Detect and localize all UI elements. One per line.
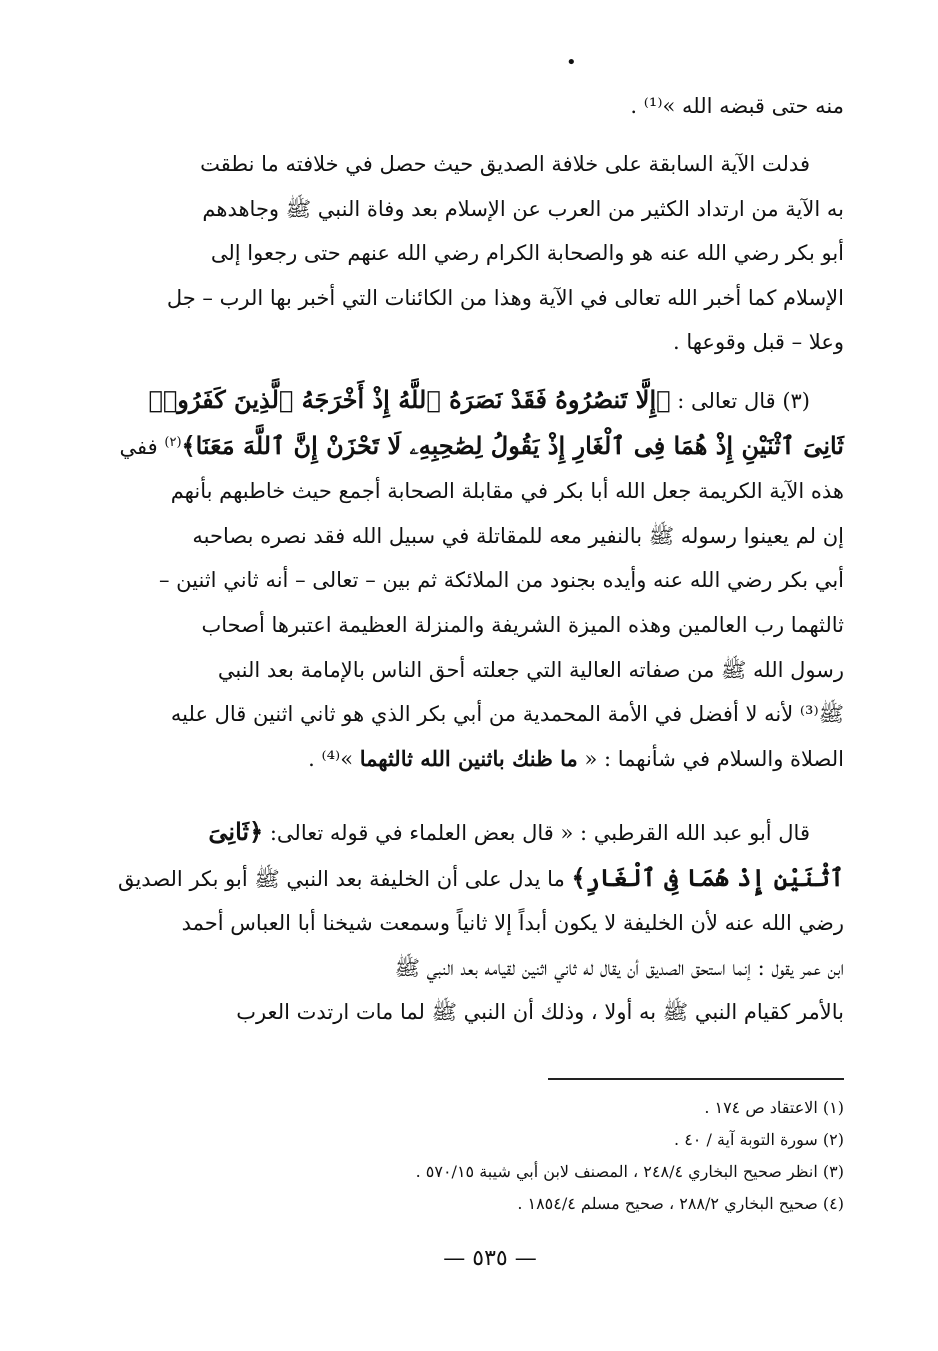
p2-line-8: ﷺ⁽³⁾ لأنه لا أفضل في الأمة المحمدية من أبي بكر الذي هو ثاني اثنين قال عليه	[170, 702, 844, 727]
top-line	[140, 84, 844, 129]
p2-line-2	[119, 424, 844, 470]
page-number: — ٥٣٥ —	[443, 1246, 537, 1271]
p2-last-end: »⁽⁴⁾ .	[308, 746, 354, 771]
p2-line-6: ثالثهما رب العالمين وهذه الميزة الشريفة والمنزلة العظيمة اعتبرها أصحاب	[201, 612, 844, 637]
footnote-2: (٢) سورة التوبة آية / ٤٠ .	[674, 1130, 844, 1149]
footnote-ref-2: (٢)	[164, 434, 182, 450]
paragraph-3	[117, 810, 844, 1035]
page-mark: •	[566, 52, 577, 73]
hadith-quote: ما ظنك باثنين الله ثالثهما	[359, 745, 578, 771]
p2-line-7: رسول الله ﷺ من صفاته العالية التي جعلته أحق الناس بالإمامة بعد النبي	[217, 657, 844, 682]
p2-line-9	[140, 737, 844, 782]
p1-line-5: وعلا – قبل وقوعها .	[673, 330, 844, 355]
p2-line-1	[140, 378, 844, 424]
quran-verse-line-2: ثَانِىَ ٱثْنَيْنِ إِذْ هُمَا فِى ٱلْغَارِ إِذْ يَقُولُ لِصَٰحِبِهِۦ لَا تَحْزَنْ إِنَّ ٱللَّهَ مَعَنَا﴾	[181, 430, 844, 460]
paragraph-2	[119, 378, 844, 781]
p3-line-1-text: قال أبو عبد الله القرطبي : « قال بعض العلماء في قوله تعالى:	[269, 821, 810, 845]
footnote-1: (١) الاعتقاد ص ١٧٤ .	[704, 1098, 844, 1117]
p2-intro: (٣) قال تعالى :	[677, 389, 810, 413]
p3-line-2-text: ما يدل على أن الخليفة بعد النبي ﷺ أبو بكر الصديق	[117, 866, 565, 891]
quran-verse-short-2: ٱثْنَيْنِ إِذْ هُمَا فِى ٱلْغَارِ﴾	[571, 862, 844, 892]
p3-line-4: ابن عمر يقول : إنما استحق الصديق أن يقال له ثاني اثنين لقيامه بعد النبي ﷺ	[394, 955, 844, 980]
p2-last-start: الصلاة والسلام في شأنهما : «	[584, 746, 844, 771]
p3-line-5: بالأمر كقيام النبي ﷺ به أولا ، وذلك أن النبي ﷺ لما مات ارتدت العرب	[236, 1000, 844, 1025]
p3-line-1	[140, 810, 844, 856]
p2-after-ayah: ففي	[119, 434, 158, 459]
p3-line-2	[117, 856, 844, 902]
footnotes	[140, 1092, 844, 1220]
paragraph-1	[140, 142, 844, 365]
p2-line-3: هذه الآية الكريمة جعل الله أبا بكر في مقابلة الصحابة أجمع حيث خاطبهم بأنهم	[170, 479, 844, 504]
quran-verse-short-1: ﴿ثَانِىَ	[208, 817, 264, 846]
footnote-3: (٣) انظر صحيح البخاري ٢٤٨/٤ ، المصنف لابن أبي شيبة ٥٧٠/١٥ .	[415, 1162, 844, 1181]
p1-line-2: به الآية من ارتداد الكثير من العرب عن الإسلام بعد وفاة النبي ﷺ وجاهدهم	[202, 196, 844, 221]
p1-line-3: أبو بكر رضي الله عنه هو والصحابة الكرام رضي الله عنهم حتى رجعوا إلى	[210, 241, 844, 266]
quran-verse-line-1: ﴿إِلَّا تَنصُرُوهُ فَقَدْ نَصَرَهُ ٱللَّهُ إِذْ أَخْرَجَهُ ٱلَّذِينَ كَفَرُوا۟	[148, 385, 671, 414]
p2-line-5: أبي بكر رضي الله عنه وأيده بجنود من الملائكة ثم بين – تعالى – أنه ثاني اثنين –	[159, 568, 844, 593]
footnote-divider	[548, 1078, 844, 1080]
p1-line-1: فدلت الآية السابقة على خلافة الصديق حيث حصل في خلافته ما نطقت	[200, 152, 810, 176]
top-line-text: منه حتى قبضه الله »⁽¹⁾ .	[630, 94, 844, 118]
footnote-4: (٤) صحيح البخاري ٢٨٨/٢ ، صحيح مسلم ١٨٥٤/٤ .	[517, 1194, 844, 1213]
p1-line-4: الإسلام كما أخبر الله تعالى في الآية وهذا من الكائنات التي أخبر بها الرب – جل	[166, 285, 844, 310]
p2-line-4: إن لم يعينوا رسوله ﷺ بالنفير معه للمقاتلة في سبيل الله فقد نصره بصاحبه	[192, 523, 844, 548]
p3-line-3: رضي الله عنه لأن الخليفة لا يكون أبداً إلا ثانياً وسمعت شيخنا أبا العباس أحمد	[181, 911, 844, 936]
